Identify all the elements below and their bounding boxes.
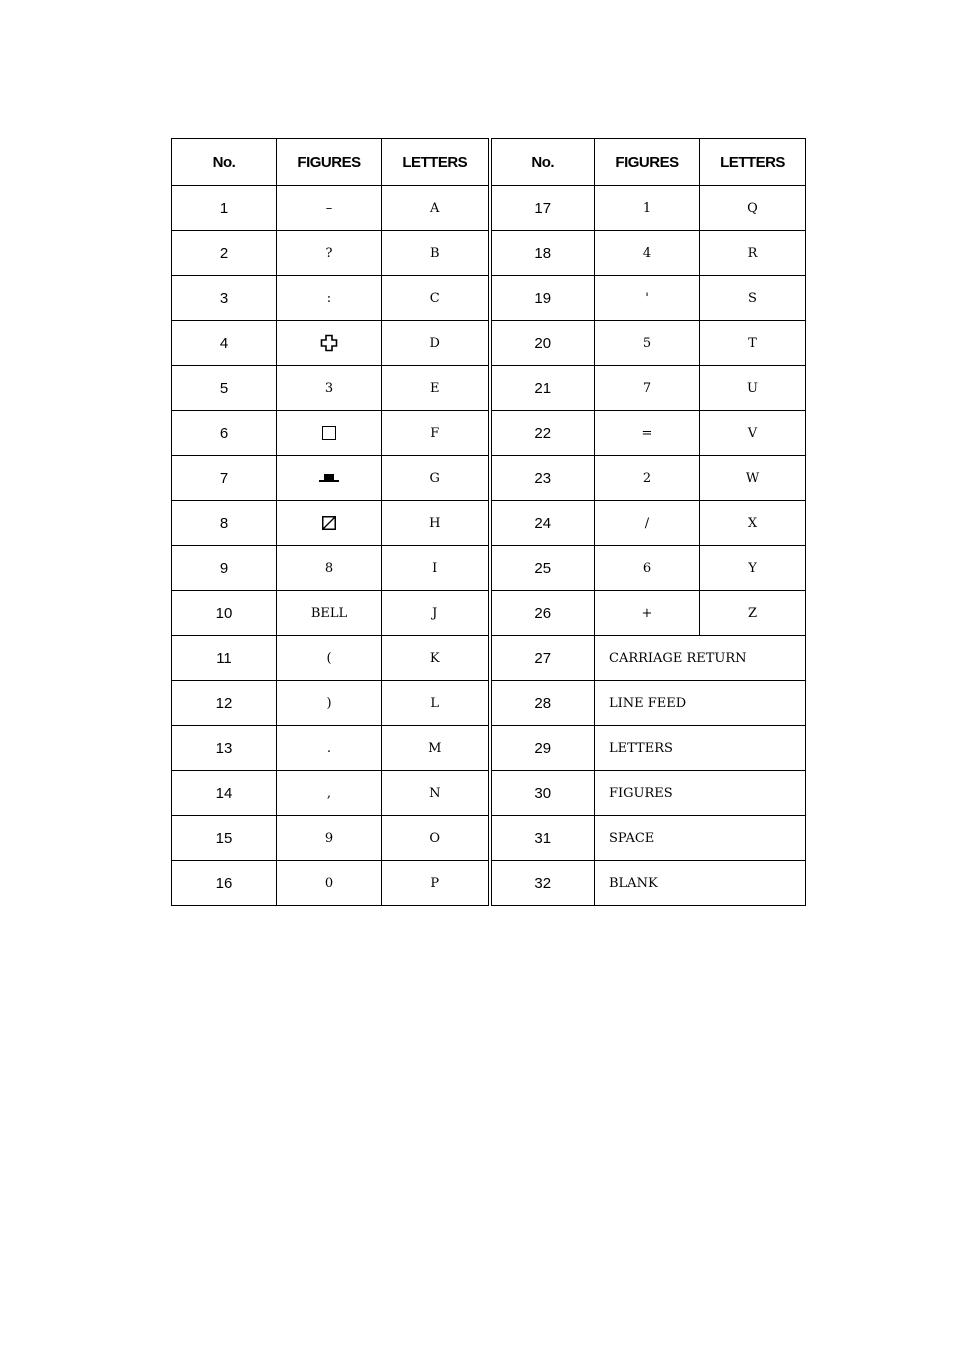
cell-letter: G [382,456,490,501]
cell-letter: Y [700,546,806,591]
cell-letter: U [700,366,806,411]
cell-letter: B [382,231,490,276]
header-letters-left: LETTERS [382,139,490,186]
table-row [172,591,806,636]
cell-letter: V [700,411,806,456]
cell-letter: Z [700,591,806,636]
cell-no: 28 [490,681,595,726]
cell-no: 3 [172,276,277,321]
cell-figure [277,501,382,546]
cell-no: 8 [172,501,277,546]
header-row [172,139,806,186]
cell-letter: F [382,411,490,456]
cell-no: 15 [172,816,277,861]
table-row [172,546,806,591]
cell-letter: J [382,591,490,636]
table-row [172,861,806,906]
cell-figure: 7 [595,366,700,411]
cell-letter: D [382,321,490,366]
cell-figure [277,321,382,366]
cell-no: 7 [172,456,277,501]
cell-no: 18 [490,231,595,276]
cell-function: SPACE [595,816,806,861]
header-no-right: No. [490,139,595,186]
cell-no: 29 [490,726,595,771]
cell-no: 30 [490,771,595,816]
cell-figure: + [595,591,700,636]
cell-letter: H [382,501,490,546]
cell-figure: 4 [595,231,700,276]
cell-no: 2 [172,231,277,276]
cell-function: FIGURES [595,771,806,816]
cell-no: 27 [490,636,595,681]
cell-letter: O [382,816,490,861]
empty-square-icon [322,426,336,440]
table-row [172,726,806,771]
cell-no: 5 [172,366,277,411]
cell-letter: R [700,231,806,276]
cell-letter: S [700,276,806,321]
cell-no: 25 [490,546,595,591]
cell-letter: K [382,636,490,681]
cell-letter: P [382,861,490,906]
cell-function: LINE FEED [595,681,806,726]
cell-letter: E [382,366,490,411]
header-figures-left: FIGURES [277,139,382,186]
cell-no: 22 [490,411,595,456]
cell-no: 16 [172,861,277,906]
open-cross-icon [320,334,338,352]
cell-function: CARRIAGE RETURN [595,636,806,681]
cell-figure: BELL [277,591,382,636]
cell-figure: 6 [595,546,700,591]
table-row [172,456,806,501]
cell-no: 23 [490,456,595,501]
cell-figure: / [595,501,700,546]
table-row [172,816,806,861]
cell-letter: M [382,726,490,771]
header-no-left: No. [172,139,277,186]
table-row [172,276,806,321]
cell-no: 13 [172,726,277,771]
cell-figure [277,456,382,501]
cell-no: 24 [490,501,595,546]
cell-letter: I [382,546,490,591]
cell-figure: 5 [595,321,700,366]
cell-no: 10 [172,591,277,636]
cell-figure: , [277,771,382,816]
cell-no: 12 [172,681,277,726]
cell-function: LETTERS [595,726,806,771]
cell-figure: 2 [595,456,700,501]
cell-no: 17 [490,186,595,231]
table-row [172,501,806,546]
cell-letter: X [700,501,806,546]
cell-letter: N [382,771,490,816]
cell-figure: . [277,726,382,771]
header-letters-right: LETTERS [700,139,806,186]
cell-no: 20 [490,321,595,366]
cell-no: 4 [172,321,277,366]
cell-letter: C [382,276,490,321]
table-row [172,186,806,231]
slashed-square-icon [322,516,336,530]
table-row [172,366,806,411]
cell-figure: : [277,276,382,321]
cell-figure: = [595,411,700,456]
cell-no: 32 [490,861,595,906]
cell-figure: 9 [277,816,382,861]
cell-no: 9 [172,546,277,591]
cell-figure: ( [277,636,382,681]
cell-letter: T [700,321,806,366]
table-row [172,636,806,681]
cell-figure: ' [595,276,700,321]
cell-letter: Q [700,186,806,231]
cell-no: 19 [490,276,595,321]
table-row [172,771,806,816]
block-symbol-icon [319,473,339,483]
cell-no: 21 [490,366,595,411]
cell-letter: A [382,186,490,231]
table-row [172,411,806,456]
table-row [172,231,806,276]
cell-figure: 3 [277,366,382,411]
cell-figure: 1 [595,186,700,231]
cell-no: 31 [490,816,595,861]
cell-figure: 0 [277,861,382,906]
cell-no: 1 [172,186,277,231]
cell-no: 26 [490,591,595,636]
cell-figure: – [277,186,382,231]
cell-no: 11 [172,636,277,681]
cell-figure: ? [277,231,382,276]
cell-figure: ) [277,681,382,726]
cell-figure: 8 [277,546,382,591]
cell-figure [277,411,382,456]
cell-no: 6 [172,411,277,456]
telegraph-code-table [171,138,806,906]
cell-letter: L [382,681,490,726]
header-figures-right: FIGURES [595,139,700,186]
cell-function: BLANK [595,861,806,906]
cell-letter: W [700,456,806,501]
cell-no: 14 [172,771,277,816]
table-row [172,681,806,726]
table-row [172,321,806,366]
